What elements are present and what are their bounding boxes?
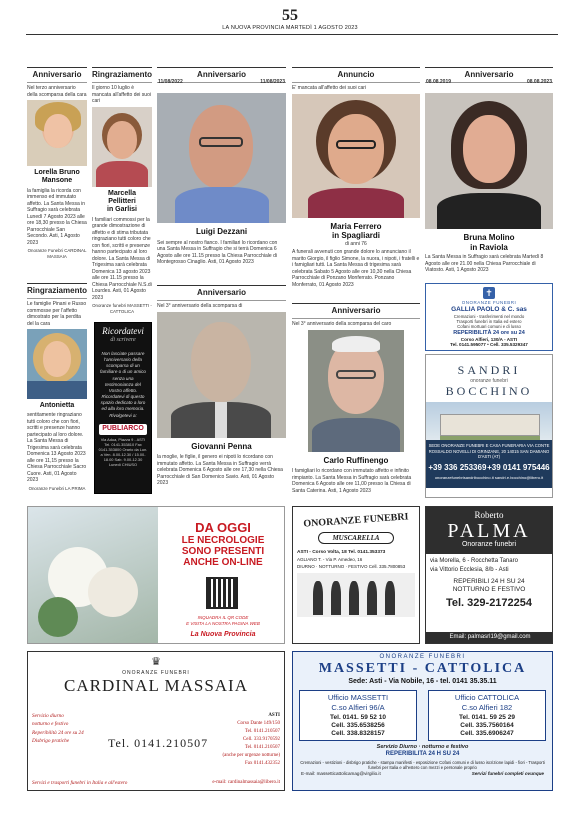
ad-subtitle: di scrivere (110, 337, 136, 344)
sandri-building-image (426, 402, 552, 440)
ad-title: Ricordatevi (102, 326, 144, 336)
cardinal-phone: Tel. 0141.210507 (108, 736, 209, 750)
cardinal-service: Servizio diurno (32, 713, 64, 719)
promo-brand-logo: La Nuova Provincia (190, 631, 256, 638)
notice-body: I famigliari lo ricordano con immutato affetto e infinito rimpianto. La Santa Messa in Suffragio sarà celebrata Domenica 6 Agosto alle ore 11,00 presso la Chiesa di Santa Caterina. Asti, 1 Agosto 2023 (292, 468, 412, 494)
sandri-email: onoranzefunebrisandribocchino.it sandri.e.bocchino@libero.it (434, 474, 544, 480)
notice-antonietta (27, 283, 87, 498)
sandri-sub: onoranze funebri (470, 378, 508, 384)
page-number: 55 (282, 7, 298, 24)
publiarco-logo: PUBLIARCO (99, 424, 147, 435)
palma-email: Email: palmasrl19@gmail.com (426, 632, 553, 644)
notice-intro: E' mancata all'affetto dei suoi cari (292, 85, 367, 91)
muscarella-title: ONORANZE FUNEBRI (303, 511, 409, 530)
notice-body: la famiglia la ricorda con immenso ed immutato affetto. La Santa Messa in Suffragio sarà celebrata Lunedì 7 Agosto 2023 alle ore 18,30 presso la Chiesa Parrocchiale San Secondo. Asti, 1 Agosto 2023 (27, 187, 87, 246)
cardinal-contact: Fax 0141.432352 (245, 761, 280, 766)
ad-text: Non lasciate passare l'anniversario della scomparsa di un familiare o di un amico senza una testimonianza del Vostro affetto. Ricordatevi di questo spazio dedicato a loro ed alla loro memoria. Rivolgetevi a: (100, 350, 146, 418)
sandri-phone: +39 336 253369 (428, 462, 487, 472)
cardinal-service: notturno e festivo (32, 721, 69, 728)
promo-line: LE NECROLOGIE (181, 535, 265, 547)
sandri-name: SANDRI (457, 363, 521, 377)
massetti-cattolica-ad (292, 651, 553, 791)
notice-body: la moglie, le figlie, il genero ei nipoti lo ricordano con immutato affetto. La Santa Messa in Suffragio verrà celebrata Domenica 6 Agosto alle ore 17,30 nella Chiesa Parrocchiale di San Domenico Savio. Asti, 01 Agosto 2023 (157, 454, 283, 487)
ad-address: Via Adua, Piazza 9 - ASTI Tel. 0141.353810 Fax 0141.353800 Orario da Lun. a Ven. 8.00-12.30 / 15.00-18.00 Sab. 9.00-12.30 Lunedì CHIUSO (98, 436, 148, 467)
photo-maria (292, 94, 420, 218)
palma-ad (425, 506, 553, 644)
notice-maria (292, 67, 420, 300)
promo-cta: E VISITA LA NOSTRA PAGINA WEB (186, 621, 260, 626)
office-title: Ufficio CATTOLICA (454, 693, 520, 703)
gallia-text: Trasporti funebri in Italia ed estero (456, 319, 522, 325)
notice-intro: Il giorno 10 luglio è mancata all'affetto dei suoi cari (92, 85, 151, 104)
cattolica-office (428, 690, 546, 741)
online-promo-ad (27, 506, 285, 644)
cardinal-city: ASTI (268, 713, 280, 718)
date-from: 08.08.2019 (426, 79, 452, 85)
notice-giovanni (157, 285, 286, 498)
office-phone: Tel. 0141. 59 25 29 (459, 714, 515, 721)
sandri-phone: +39 0141 975446 (487, 462, 550, 472)
office-address: C.so Alfieri 182 (461, 702, 513, 712)
muscarella-address: DIURNO · NOTTURNO · FESTIVO Cell. 335.7800853 (297, 563, 406, 569)
gallia-label: ONORANZE FUNEBRI (461, 300, 517, 305)
notice-intro: Nel terzo anniversario della scomparsa della cara (27, 85, 87, 98)
notice-signature: Onoranze Funebri LA PRIMA (28, 485, 86, 491)
notice-intro: Le famiglie Pinani e Russo commosse per l'affetto dimostrato per la perdita del la cara (27, 301, 87, 327)
cardinal-massaia-ad (27, 651, 285, 791)
notice-marcella (92, 67, 152, 322)
cardinal-service: Disbrigo pratiche (32, 737, 70, 744)
name-line: Lorella Bruno (34, 169, 80, 176)
gallia-text: Cofani mortuari comuni e di lusso (457, 324, 521, 330)
gallia-name: GALLIA PAOLO & C. sas (451, 305, 527, 313)
gallia-text: Cremazioni - trasferimenti nel mondo (453, 313, 525, 319)
office-phone: Cell. 335.6538256 (331, 722, 385, 730)
muscarella-address: ASTI - Corso Volta, 18 Tel. 0141.353373 (297, 550, 386, 556)
photo-carlo (308, 330, 404, 452)
gallia-phone: Tel. 0141.595077 • Cell. 335.5329347 (450, 342, 528, 348)
date-from: 11/08/2022 (158, 79, 183, 85)
photo-bruna (425, 93, 553, 229)
name-line: Mansone (41, 177, 73, 185)
name-line: Bruna Molino (463, 233, 515, 242)
notice-intro: Nel 3° anniversario della scomparsa del caro (292, 321, 392, 327)
age-line: di anni 76 (345, 240, 367, 247)
notice-body: La Santa Messa in Suffragio sarà celebrata Martedì 8 Agosto alle ore 21.00 nella Chiesa Parrocchiale di Viatosto. Asti, 1 Agosto 2023 (425, 254, 544, 274)
muscarella-brand: MUSCARELLA (318, 532, 394, 545)
promo-line: SONO PRESENTI (181, 546, 265, 558)
promo-line: DA OGGI (195, 520, 251, 535)
qr-code[interactable] (206, 577, 238, 609)
notice-signature: Onoranze funebri MASSETTI - CATTOLICA (92, 303, 152, 314)
cardinal-name: CARDINAL MASSAIA (64, 676, 248, 695)
notice-heading: Anniversario (425, 68, 553, 83)
cardinal-service: Servizi e trasporti funebri in Italia e all'estero (32, 780, 128, 786)
notice-body: I familiari commossi per la grande dimostrazione di affetto e di stima tributata ringraziano tutti coloro che con fiori, scritti e presenze hanno partecipato al loro dolore. La Santa Messa di Trigesima sarà celebrata Domenica 13 agosto 2023 alle ore 11.15 presso la Chiesa Parrocchiale N.S.di Lourdes. Asti, 01 Agosto 2023 (92, 216, 152, 301)
palma-sub: Onoranze funebri (461, 541, 517, 549)
notice-heading: Ringraziamento (92, 68, 152, 83)
sandri-ad (425, 354, 553, 498)
notice-lorella (27, 67, 87, 282)
palma-name: PALMA (447, 520, 531, 543)
cardinal-label: ONORANZE FUNEBRI (122, 669, 190, 676)
notice-heading: Anniversario (292, 304, 420, 319)
name-line: Marcella (107, 189, 137, 197)
name-line: Antonietta (39, 402, 75, 409)
photo-luigi (157, 93, 286, 223)
name-line: in Spagliardi (331, 231, 380, 241)
palma-address: via Vittorio Ecclesia, 8/b - Asti (430, 566, 509, 573)
notice-carlo (292, 303, 420, 498)
name-line: Maria Ferrero (330, 221, 382, 231)
massetti-name: MASSETTI - CATTOLICA (318, 660, 527, 676)
notice-body: A funerali avvenuti con grande dolore lo annunciano il marito Giorgio, il figlio Simone, la nuora, i nipoti, i fratelli e i famigliari tutti. La Santa Messa di trigesima sarà celebrata Sabato 5 Agosto alle ore 10,30 nella Chiesa Parrocchiale di Ponzano Monferrato. Ponzano Monferrato, 01 Agosto 2023 (292, 249, 420, 288)
massetti-tagline: Servizi funebri completi ovunque (471, 771, 544, 777)
notice-heading: Anniversario (27, 68, 87, 83)
promo-line: ANCHE ON-LINE (183, 557, 263, 569)
office-address: C.so Alfieri 96/A (331, 702, 385, 712)
photo-marcella (92, 107, 152, 187)
office-phone: Cell. 335.7560164 (460, 722, 514, 730)
cardinal-email: e-mail: cardinalmassaia@libero.it (212, 780, 280, 785)
date-to: 11/08/2023 (260, 79, 285, 85)
name-line: Carlo Ruffinengo (323, 455, 389, 465)
notice-intro: Nel 3° anniversario della scomparsa di (157, 303, 243, 309)
cardinal-contact: (anche per urgenze notturne) (222, 753, 280, 758)
muscarella-ad (292, 506, 420, 644)
notice-heading: Anniversario (157, 68, 286, 83)
massetti-label: ONORANZE FUNEBRI (379, 654, 466, 660)
massetti-sede: Sede: Asti - Via Nobile, 16 - tel. 0141 35.35.11 (348, 677, 497, 685)
office-title: Ufficio MASSETTI (327, 693, 389, 703)
name-line: in Raviola (470, 242, 508, 252)
photo-giovanni (157, 312, 286, 438)
cardinal-contact: Corso Dante 149/150 (237, 721, 280, 726)
name-line: Pellitteri (108, 197, 136, 205)
gallia-ad (425, 283, 553, 351)
name-line: Luigi Dezzani (195, 227, 248, 236)
notice-signature: Onoranze Funebri CARDINAL MASSAIA (27, 248, 87, 259)
massetti-email: E-mail: massetticattolicamag@virgilio.it (301, 771, 381, 777)
palma-reperibili: REPERIBILI 24 H SU 24 (453, 578, 525, 585)
cardinal-contact: Tel. 0141.210507 (244, 729, 280, 734)
name-line: in Garlisi (107, 206, 137, 214)
notice-heading: Annuncio (292, 68, 420, 83)
promo-cta: INQUADRA IL QR CODE (197, 615, 249, 620)
muscarella-address: AGLIANO T. - Via P. Amedeo, 16 (297, 557, 363, 563)
page-header: LA NUOVA PROVINCIA MARTEDÌ 1 AGOSTO 2023 (222, 25, 358, 31)
gallia-address: Corso Alfieri, 130/A - ASTI (460, 336, 518, 342)
notice-body: Sei sempre al nostro fianco. I familiari lo ricordano con una Santa Messa in Suffragio che si terrà Domenica 6 Agosto alle ore 11.15 presso la Chiesa Parrocchiale di Montegrosso Cinaglio. Asti, 01 Agosto 2023 (157, 239, 278, 266)
gallia-reperibilita: REPERIBILITÀ 24 ore su 24 (453, 329, 525, 336)
notice-bruna (425, 67, 553, 280)
office-phone: Cell. 338.8328157 (331, 730, 385, 738)
photo-antonietta (27, 329, 87, 399)
gallia-logo-icon: ✝ (483, 287, 495, 299)
office-phone: Tel. 0141. 59 52 10 (330, 714, 386, 721)
palma-phone: Tel. 329-2172254 (445, 597, 533, 610)
bocchino-name: BOCCHINO (445, 384, 533, 399)
cardinal-service: Reperibilità 24 ore su 24 (32, 729, 84, 736)
massetti-service: Servizio Diurno · notturno e festivo (376, 744, 469, 751)
muscarella-staff-image (297, 573, 415, 617)
crown-icon: ♛ (151, 656, 161, 668)
header-rule (26, 34, 558, 35)
palma-address: via Morella, 6 - Rocchetta Tanaro (430, 558, 518, 564)
photo-lorella (27, 100, 87, 166)
palma-first-name: Roberto (474, 510, 504, 520)
name-line: Giovanni Penna (191, 441, 252, 451)
notice-luigi (157, 67, 286, 282)
flowers-image (28, 507, 158, 644)
sandri-text: SEDE ONORANZE FUNEBRI E CASA FUNERARIA VIA CONTE ROSSALDO NOVELLI DI GRINZANE, 20 14015 SAN DAMIANO D'ASTI (AT) (428, 443, 550, 460)
cardinal-contact: Tel. 0141.210507 (244, 745, 280, 750)
massetti-office (299, 690, 417, 741)
notice-heading: Ringraziamento (27, 284, 87, 299)
date-to: 08.08.2023 (526, 79, 552, 85)
massetti-services-list: Cremazioni - vestizioni - disbrigo pratiche - stampa manifesti - esposizione Cofani comuni e di lusso iscrizione lapidi - fiori - Trasporti funebri per Italia e all'estero con mezzi e personale proprio (300, 759, 545, 770)
notice-heading: Anniversario (157, 286, 286, 301)
ricordatevi-ad (94, 322, 152, 494)
office-phone: Cell. 335.6906247 (460, 730, 514, 738)
palma-reperibili: NOTTURNO E FESTIVO (452, 586, 526, 594)
massetti-reperibilita: REPERIBILITA 24 H SU 24 (385, 751, 460, 758)
cardinal-contact: Cell. 333.9170592 (242, 737, 280, 742)
notice-body: sentitamente ringraziano tutti coloro che con fiori, scritti e presenze hanno partecipato al loro dolore. La Santa Messa di Trigesima sarà celebrata Domenica 13 Agosto 2023 alle ore 11,15 presso la Chiesa Parrocchiale Sacro Cuore. Asti, 01 Agosto 2023 (27, 412, 87, 484)
